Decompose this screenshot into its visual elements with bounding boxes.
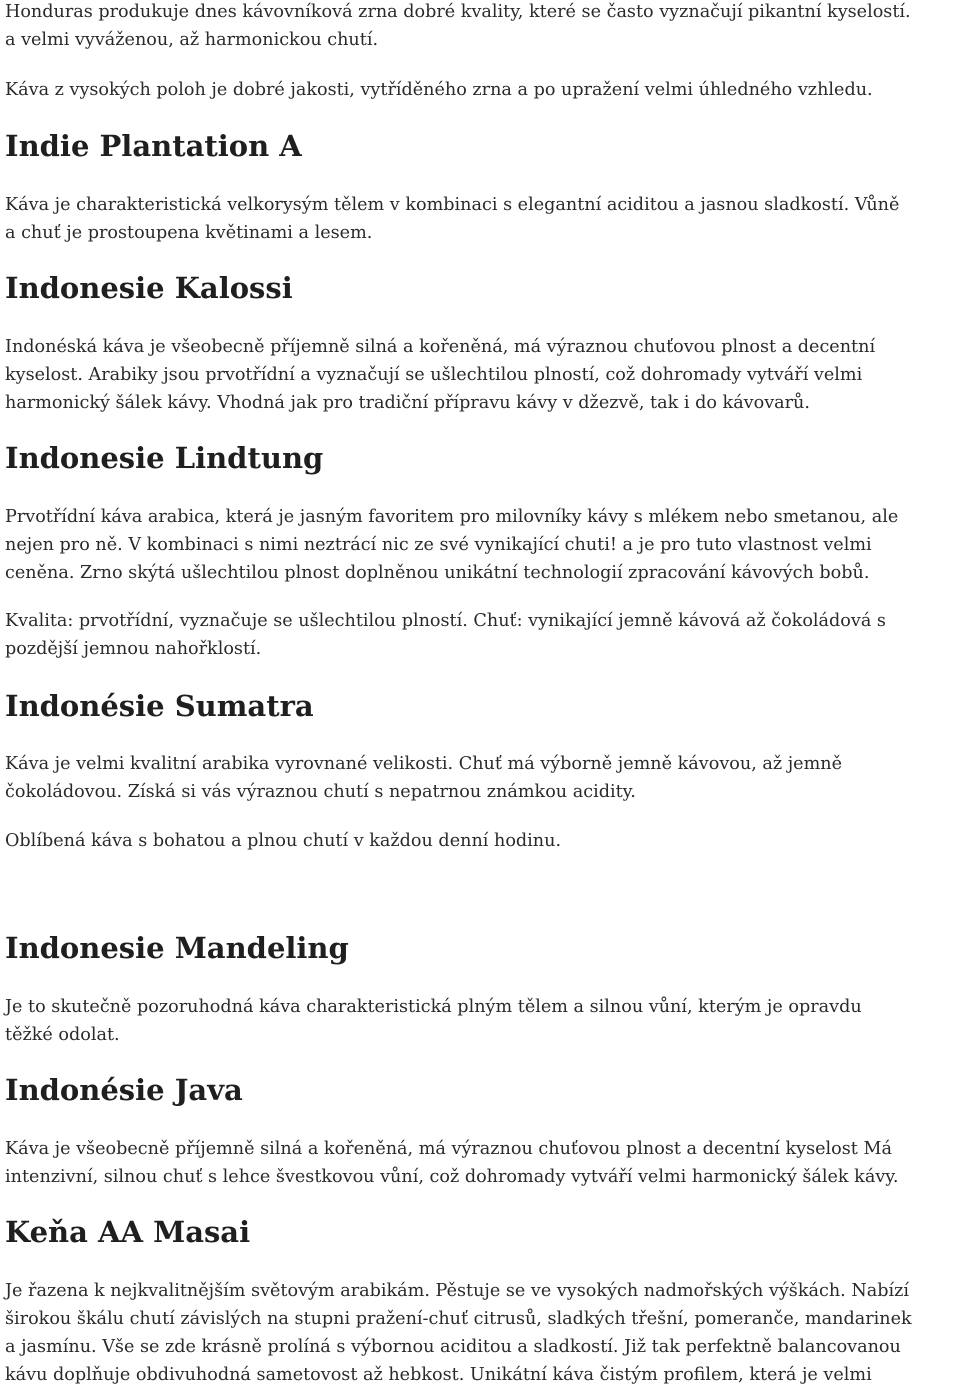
text-line: kávu doplňuje obdivuhodná sametovost až hebkost. Unikátní káva čistým profilem, která je velmi (5, 1365, 872, 1385)
text-line: nejen pro ně. V kombinaci s nimi neztrácí nic ze své vynikající chuti! a je pro tuto vlastnost velmi (5, 535, 872, 555)
section-heading-indie-plantation-a: Indie Plantation A (5, 129, 302, 163)
section-heading-kena-aa-masai: Keňa AA Masai (5, 1215, 251, 1249)
section-heading-indonesie-lindtung: Indonesie Lindtung (5, 441, 324, 475)
text-line: Prvotřídní káva arabica, která je jasným favoritem pro milovníky kávy s mlékem nebo smetanou, ale (5, 507, 899, 527)
text-line: harmonický šálek kávy. Vhodná jak pro tradiční přípravu kávy v džezvě, tak i do kávovarů. (5, 393, 810, 413)
intro-paragraph-2 (5, 76, 957, 104)
text-line: Oblíbená káva s bohatou a plnou chutí v každou denní hodinu. (5, 831, 562, 851)
section-heading-indonesie-java: Indonésie Java (5, 1073, 243, 1107)
section-paragraph (5, 191, 957, 247)
section-paragraph (5, 503, 957, 587)
text-line: širokou škálu chutí závislých na stupni pražení-chuť citrusů, sladkých třešní, pomeranče, mandarinek (5, 1309, 912, 1329)
section-heading-indonesie-kalossi: Indonesie Kalossi (5, 271, 293, 305)
text-line: Káva je charakteristická velkorysým tělem v kombinaci s elegantní aciditou a jasnou sladkostí. Vůně (5, 195, 900, 215)
text-line: Indonéská káva je všeobecně příjemně silná a kořeněná, má výraznou chuťovou plnost a decentní (5, 337, 876, 357)
section-paragraph (5, 827, 957, 855)
text-line: a velmi vyváženou, až harmonickou chutí. (5, 30, 379, 50)
text-line: kyselost. Arabiky jsou prvotřídní a vyznačují se ušlechtilou plností, což dohromady vytváří velmi (5, 365, 863, 385)
text-line: čokoládovou. Získá si vás výraznou chutí s nepatrnou známkou acidity. (5, 782, 636, 802)
text-line: Je řazena k nejkvalitnějším světovým arabikám. Pěstuje se ve vysokých nadmořských výškách. Nabízí (5, 1281, 910, 1301)
section-paragraph (5, 993, 957, 1049)
section-heading-indonesie-mandeling: Indonesie Mandeling (5, 931, 349, 965)
text-line: a jasmínu. Vše se zde krásně prolíná s výbornou aciditou a sladkostí. Již tak perfektně balancovanou (5, 1337, 901, 1357)
section-paragraph (5, 750, 957, 806)
text-line: intenzivní, silnou chuť s lehce švestkovou vůní, což dohromady vytváří velmi harmonický šálek kávy. (5, 1167, 899, 1187)
section-paragraph (5, 333, 957, 417)
section-paragraph (5, 1277, 957, 1389)
text-line: pozdější jemnou nahořklostí. (5, 639, 262, 659)
text-line: těžké odolat. (5, 1025, 120, 1045)
text-line: Honduras produkuje dnes kávovníková zrna dobré kvality, které se často vyznačují pikantní kyselostí. (5, 2, 911, 22)
text-line: a chuť je prostoupena květinami a lesem. (5, 223, 373, 243)
text-line: ceněna. Zrno skýtá ušlechtilou plnost doplněnou unikátní technologií zpracování kávových bobů. (5, 563, 870, 583)
section-paragraph (5, 607, 957, 663)
text-line: Káva je velmi kvalitní arabika vyrovnané velikosti. Chuť má výborně jemně kávovou, až jemně (5, 754, 843, 774)
section-heading-indonesie-sumatra: Indonésie Sumatra (5, 689, 314, 723)
intro-paragraph-1 (5, 0, 957, 54)
section-paragraph (5, 1135, 957, 1191)
text-line: Je to skutečně pozoruhodná káva charakteristická plným tělem a silnou vůní, kterým je opravdu (5, 997, 862, 1017)
text-line: Káva je všeobecně příjemně silná a kořeněná, má výraznou chuťovou plnost a decentní kyselost Má (5, 1139, 892, 1159)
text-line: Kvalita: prvotřídní, vyznačuje se ušlechtilou plností. Chuť: vynikající jemně kávová až čokoládová s (5, 611, 886, 631)
text-line: Káva z vysokých poloh je dobré jakosti, vytříděného zrna a po upražení velmi úhledného vzhledu. (5, 80, 873, 100)
